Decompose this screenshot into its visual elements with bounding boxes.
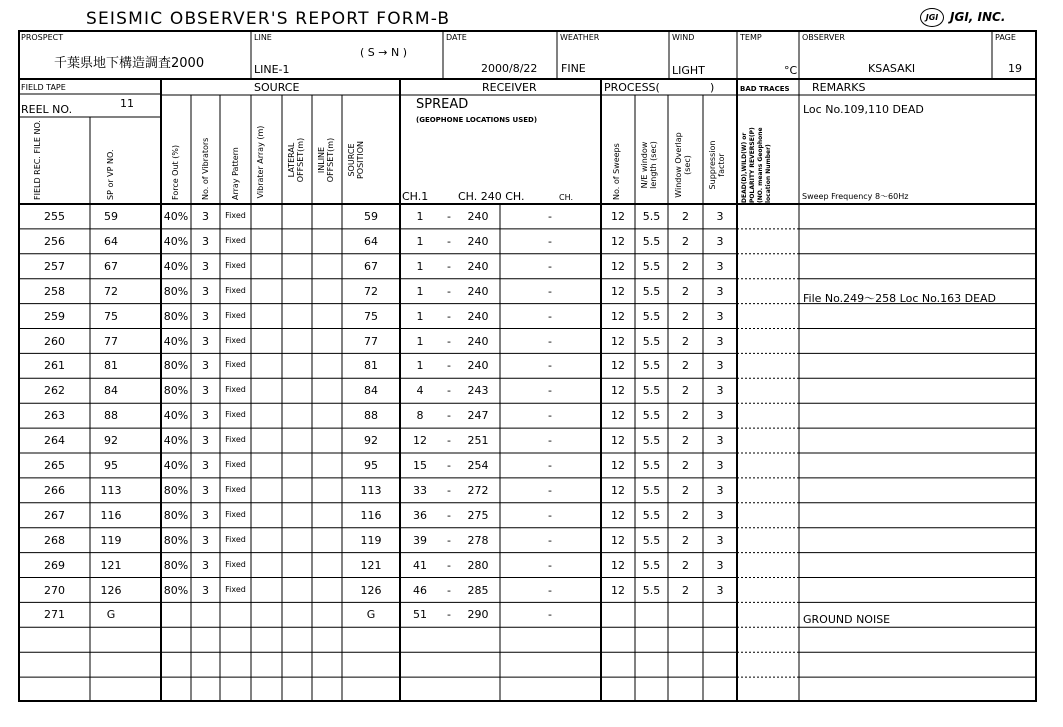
spread-sub-label: (GEOPHONE LOCATIONS USED) xyxy=(416,116,538,124)
ch1-label: CH.1 xyxy=(402,190,429,203)
cell-ch1: 8 xyxy=(416,409,424,423)
temp-label: TEMP xyxy=(740,33,762,42)
company-name: JGI, INC. xyxy=(950,10,1006,24)
page-value: 19 xyxy=(1008,62,1022,75)
cell-ne: 5.5 xyxy=(642,508,661,522)
observer-label: OBSERVER xyxy=(802,33,845,42)
cell-ch240: 240 xyxy=(467,309,489,323)
cell-sp: 126 xyxy=(100,583,122,597)
cell-pos: 75 xyxy=(364,309,378,323)
cell-ne: 5.5 xyxy=(642,558,661,572)
cell-dash: - xyxy=(447,334,451,348)
spread-label: SPREAD xyxy=(416,97,469,112)
form-title: SEISMIC OBSERVER'S REPORT FORM-B xyxy=(86,9,451,29)
cell-pos: 67 xyxy=(364,259,378,273)
cell-ch1: 1 xyxy=(416,259,424,273)
cell-sweeps: 12 xyxy=(611,483,625,497)
cell-dash: - xyxy=(447,384,451,398)
cell-ne: 5.5 xyxy=(642,409,661,423)
cell-force: 80% xyxy=(163,284,189,298)
cell-ch1: 1 xyxy=(416,334,424,348)
cell-ne: 5.5 xyxy=(642,384,661,398)
receiver-section-label: RECEIVER xyxy=(482,81,537,94)
cell-pos: 92 xyxy=(364,434,378,448)
cell-ne: 5.5 xyxy=(642,483,661,497)
col-no-vibrators: No. of Vibrators xyxy=(201,137,210,200)
ch240-label: CH. 240 CH. xyxy=(458,190,525,203)
cell-pos: 116 xyxy=(360,508,382,522)
cell-overlap: 2 xyxy=(682,284,689,298)
cell-ch1: 41 xyxy=(413,558,427,572)
cell-file: 269 xyxy=(44,558,65,572)
col-sp-vp: SP or VP NO. xyxy=(106,149,115,200)
cell-ch240: 285 xyxy=(467,583,489,597)
cell-supp: 3 xyxy=(716,508,724,522)
process-section-label: PROCESS( xyxy=(604,81,660,94)
cell-dash: - xyxy=(447,558,451,572)
cell-ch: - xyxy=(548,334,552,348)
cell-ch1: 36 xyxy=(413,508,427,522)
cell-dash: - xyxy=(447,508,451,522)
cell-force: 40% xyxy=(163,334,189,348)
cell-ch240: 290 xyxy=(467,608,489,622)
cell-pattern: Fixed xyxy=(225,559,246,569)
cell-sp: 81 xyxy=(104,359,118,373)
ch-label: CH. xyxy=(559,193,574,202)
cell-overlap: 2 xyxy=(682,434,689,448)
cell-pos: 59 xyxy=(364,210,378,223)
cell-force: 80% xyxy=(163,359,189,373)
cell-ch1: 15 xyxy=(413,459,427,472)
cell-vib: 3 xyxy=(202,284,209,298)
cell-vib: 3 xyxy=(202,210,209,223)
cell-sweeps: 12 xyxy=(611,234,625,248)
reel-no-label: REEL NO. xyxy=(21,103,73,116)
cell-sweeps: 12 xyxy=(611,409,625,423)
cell-force: 80% xyxy=(163,558,189,572)
cell-ch: - xyxy=(548,558,552,572)
cell-overlap: 2 xyxy=(682,533,689,547)
cell-ch240: 240 xyxy=(467,210,489,223)
cell-supp: 3 xyxy=(716,384,724,398)
cell-dash: - xyxy=(447,234,451,248)
cell-overlap: 2 xyxy=(682,459,689,472)
cell-sweeps: 12 xyxy=(611,459,625,472)
cell-pos: 84 xyxy=(364,384,378,398)
cell-sweeps: 12 xyxy=(611,558,625,572)
cell-ch: - xyxy=(548,210,552,223)
cell-supp: 3 xyxy=(716,334,724,348)
cell-ch: - xyxy=(548,284,552,298)
cell-file: 257 xyxy=(44,259,65,273)
cell-sweeps: 12 xyxy=(611,334,625,348)
cell-force: 80% xyxy=(163,309,189,323)
cell-supp: 3 xyxy=(716,583,724,597)
cell-sweeps: 12 xyxy=(611,583,625,597)
cell-sp: 116 xyxy=(100,508,122,522)
cell-ch: - xyxy=(548,409,552,423)
remarks-sweep: Sweep Frequency 8～60Hz xyxy=(802,192,909,201)
cell-ne: 5.5 xyxy=(642,284,661,298)
cell-dash: - xyxy=(447,583,451,597)
cell-file: 268 xyxy=(44,533,65,547)
weather-label: WEATHER xyxy=(560,33,600,42)
cell-supp: 3 xyxy=(716,558,724,572)
cell-pos: 95 xyxy=(364,459,378,472)
cell-pattern: Fixed xyxy=(225,285,246,295)
cell-ch: - xyxy=(548,608,552,622)
cell-ch240: 240 xyxy=(467,234,489,248)
cell-overlap: 2 xyxy=(682,210,689,223)
cell-ch240: 243 xyxy=(467,384,489,398)
cell-sweeps: 12 xyxy=(611,434,625,448)
cell-ch240: 240 xyxy=(467,334,489,348)
cell-sp: 84 xyxy=(104,384,118,398)
page-label: PAGE xyxy=(995,33,1016,42)
cell-file: 263 xyxy=(44,409,65,423)
date-value: 2000/8/22 xyxy=(481,62,538,75)
cell-ch: - xyxy=(548,309,552,323)
cell-sweeps: 12 xyxy=(611,508,625,522)
cell-file: 264 xyxy=(44,434,65,448)
cell-ch: - xyxy=(548,533,552,547)
cell-force: 40% xyxy=(163,459,189,472)
cell-pos: 72 xyxy=(364,284,378,298)
cell-ch240: 240 xyxy=(467,284,489,298)
cell-pattern: Fixed xyxy=(225,484,246,494)
cell-vib: 3 xyxy=(202,384,209,398)
cell-ch1: 1 xyxy=(416,284,424,298)
cell-supp: 3 xyxy=(716,533,724,547)
cell-dash: - xyxy=(447,309,451,323)
col-source-position: SOURCE POSITION xyxy=(347,140,365,180)
cell-ch240: 240 xyxy=(467,359,489,373)
line-value: LINE-1 xyxy=(254,63,290,76)
col-field-rec: FIELD REC. FILE NO. xyxy=(33,120,42,200)
cell-ch1: 51 xyxy=(413,608,427,622)
prospect-value: 千葉県地下構造調査2000 xyxy=(54,56,205,71)
row-remark: GROUND NOISE xyxy=(803,613,891,627)
col-ne-window: N/E window length (sec) xyxy=(640,141,658,189)
remarks-label: REMARKS xyxy=(812,81,866,94)
cell-pattern: Fixed xyxy=(225,410,246,420)
cell-ch: - xyxy=(548,459,552,472)
cell-sweeps: 12 xyxy=(611,284,625,298)
cell-pattern: Fixed xyxy=(225,385,246,395)
cell-pos: 113 xyxy=(360,483,382,497)
cell-force: 80% xyxy=(163,384,189,398)
cell-ne: 5.5 xyxy=(642,234,661,248)
cell-sweeps: 12 xyxy=(611,384,625,398)
cell-ne: 5.5 xyxy=(642,259,661,273)
source-section-label: SOURCE xyxy=(254,81,300,94)
cell-pos: G xyxy=(366,608,376,622)
cell-sweeps: 12 xyxy=(611,533,625,547)
cell-force: 40% xyxy=(163,409,189,423)
cell-file: 271 xyxy=(44,608,65,622)
reel-no-value: 11 xyxy=(120,97,134,110)
cell-overlap: 2 xyxy=(682,359,689,373)
cell-sp: 67 xyxy=(104,259,118,273)
cell-overlap: 2 xyxy=(682,384,689,398)
cell-vib: 3 xyxy=(202,234,209,248)
cell-pos: 77 xyxy=(364,334,378,348)
cell-ch1: 33 xyxy=(413,483,427,497)
cell-dash: - xyxy=(447,434,451,448)
cell-supp: 3 xyxy=(716,459,724,472)
cell-ch240: 247 xyxy=(467,409,489,423)
col-window-overlap: Window Overlap (sec) xyxy=(674,132,692,198)
cell-file: 261 xyxy=(44,359,65,373)
cell-sweeps: 12 xyxy=(611,210,625,223)
cell-sp: 75 xyxy=(104,309,118,323)
wind-label: WIND xyxy=(672,33,695,42)
cell-overlap: 2 xyxy=(682,309,689,323)
col-force-out: Force Out (%) xyxy=(171,144,180,200)
cell-ch1: 1 xyxy=(416,210,424,223)
cell-supp: 3 xyxy=(716,234,724,248)
cell-sp: 64 xyxy=(104,234,118,248)
col-inline-offset: INLINE OFFSET(m) xyxy=(317,137,335,183)
cell-vib: 3 xyxy=(202,558,209,572)
cell-overlap: 2 xyxy=(682,234,689,248)
cell-pos: 64 xyxy=(364,234,378,248)
col-array-pattern: Array Pattern xyxy=(231,147,240,200)
prospect-label: PROSPECT xyxy=(21,33,64,42)
cell-force: 40% xyxy=(163,210,189,223)
cell-sp: 77 xyxy=(104,334,118,348)
col-no-sweeps: No. of Sweeps xyxy=(612,143,621,200)
cell-vib: 3 xyxy=(202,583,209,597)
cell-pattern: Fixed xyxy=(225,235,246,245)
cell-supp: 3 xyxy=(716,309,724,323)
cell-ch: - xyxy=(548,434,552,448)
cell-supp: 3 xyxy=(716,409,724,423)
cell-ch: - xyxy=(548,483,552,497)
cell-file: 256 xyxy=(44,234,65,248)
cell-ch: - xyxy=(548,583,552,597)
cell-ch: - xyxy=(548,508,552,522)
cell-supp: 3 xyxy=(716,483,724,497)
cell-sp: 92 xyxy=(104,434,118,448)
cell-force: 40% xyxy=(163,259,189,273)
cell-file: 270 xyxy=(44,583,65,597)
cell-ch1: 12 xyxy=(413,434,427,448)
cell-file: 265 xyxy=(44,459,65,472)
cell-pattern: Fixed xyxy=(225,310,246,320)
cell-dash: - xyxy=(447,459,451,472)
cell-file: 259 xyxy=(44,309,65,323)
cell-sp: 119 xyxy=(100,533,122,547)
cell-sp: 95 xyxy=(104,459,118,472)
cell-supp: 3 xyxy=(716,259,724,273)
cell-force: 80% xyxy=(163,533,189,547)
cell-dash: - xyxy=(447,608,451,622)
observer-value: KSASAKI xyxy=(868,62,916,75)
cell-force: 80% xyxy=(163,483,189,497)
cell-supp: 3 xyxy=(716,284,724,298)
cell-pattern: Fixed xyxy=(225,211,246,220)
weather-value: FINE xyxy=(561,62,586,75)
cell-ch240: 278 xyxy=(467,533,489,547)
cell-pos: 81 xyxy=(364,359,378,373)
cell-ch1: 39 xyxy=(413,533,427,547)
cell-pos: 121 xyxy=(360,558,382,572)
col-vibrater-array: Vibrater Array (m) xyxy=(256,125,265,199)
line-label: LINE xyxy=(254,33,272,42)
bad-traces-label: BAD TRACES xyxy=(740,85,790,93)
cell-ch1: 1 xyxy=(416,359,424,373)
cell-ne: 5.5 xyxy=(642,459,661,472)
cell-ne: 5.5 xyxy=(642,334,661,348)
cell-force: 40% xyxy=(163,234,189,248)
row-remark: File No.249～258 Loc No.163 DEAD xyxy=(803,291,997,305)
cell-vib: 3 xyxy=(202,508,209,522)
cell-pattern: Fixed xyxy=(225,460,246,469)
cell-ne: 5.5 xyxy=(642,434,661,448)
cell-ch1: 4 xyxy=(416,384,424,398)
remarks-top: Loc No.109,110 DEAD xyxy=(803,103,924,116)
cell-pattern: Fixed xyxy=(225,360,246,370)
col-suppression: Suppression factor xyxy=(708,140,726,190)
company-logo: JGI xyxy=(920,8,944,27)
cell-ch: - xyxy=(548,384,552,398)
cell-ch240: 275 xyxy=(467,508,489,522)
cell-ch: - xyxy=(548,359,552,373)
cell-ch240: 251 xyxy=(467,434,489,448)
cell-file: 258 xyxy=(44,284,65,298)
process-section-close: ) xyxy=(710,81,715,94)
cell-dash: - xyxy=(447,359,451,373)
col-bad-trace: DEAD(D),WILD(W) or POLARITY REVERSE(P) (NO. means Geophone location Number) xyxy=(741,127,772,203)
cell-pos: 88 xyxy=(364,409,378,423)
cell-pattern: Fixed xyxy=(225,435,246,445)
cell-file: 255 xyxy=(44,210,65,223)
cell-ch1: 46 xyxy=(413,583,427,597)
cell-dash: - xyxy=(447,259,451,273)
cell-sp: 59 xyxy=(104,210,118,223)
cell-supp: 3 xyxy=(716,434,724,448)
cell-pattern: Fixed xyxy=(225,584,246,594)
cell-dash: - xyxy=(447,409,451,423)
cell-ch1: 1 xyxy=(416,309,424,323)
cell-sp: 121 xyxy=(100,558,122,572)
cell-file: 262 xyxy=(44,384,65,398)
cell-vib: 3 xyxy=(202,409,209,423)
cell-ch240: 280 xyxy=(467,558,489,572)
cell-overlap: 2 xyxy=(682,558,689,572)
cell-file: 260 xyxy=(44,334,65,348)
cell-sp: 113 xyxy=(100,483,122,497)
wind-value: LIGHT xyxy=(672,64,705,77)
cell-overlap: 2 xyxy=(682,409,689,423)
line-direction: ( S → N ) xyxy=(360,46,407,59)
cell-dash: - xyxy=(447,284,451,298)
cell-vib: 3 xyxy=(202,533,209,547)
cell-ne: 5.5 xyxy=(642,359,661,373)
cell-pos: 126 xyxy=(360,583,382,597)
cell-vib: 3 xyxy=(202,483,209,497)
cell-pattern: Fixed xyxy=(225,534,246,544)
cell-dash: - xyxy=(447,210,451,223)
cell-sweeps: 12 xyxy=(611,359,625,373)
cell-ch1: 1 xyxy=(416,234,424,248)
cell-pattern: Fixed xyxy=(225,509,246,519)
cell-force: 40% xyxy=(163,434,189,448)
cell-vib: 3 xyxy=(202,434,209,448)
cell-vib: 3 xyxy=(202,359,209,373)
cell-vib: 3 xyxy=(202,459,209,472)
cell-overlap: 2 xyxy=(682,583,689,597)
cell-ch: - xyxy=(548,259,552,273)
cell-file: 266 xyxy=(44,483,65,497)
cell-pattern: Fixed xyxy=(225,335,246,345)
cell-sp: 72 xyxy=(104,284,118,298)
cell-ne: 5.5 xyxy=(642,583,661,597)
cell-sp: 88 xyxy=(104,409,118,423)
cell-overlap: 2 xyxy=(682,508,689,522)
cell-dash: - xyxy=(447,533,451,547)
cell-vib: 3 xyxy=(202,259,209,273)
cell-overlap: 2 xyxy=(682,334,689,348)
cell-force: 80% xyxy=(163,583,189,597)
cell-sp: G xyxy=(106,608,116,622)
cell-ch: - xyxy=(548,234,552,248)
cell-pos: 119 xyxy=(360,533,382,547)
temp-unit: °C xyxy=(784,64,798,77)
cell-overlap: 2 xyxy=(682,259,689,273)
cell-pattern: Fixed xyxy=(225,260,246,270)
cell-file: 267 xyxy=(44,508,65,522)
cell-overlap: 2 xyxy=(682,483,689,497)
cell-ne: 5.5 xyxy=(642,309,661,323)
date-label: DATE xyxy=(446,33,467,42)
cell-force: 80% xyxy=(163,508,189,522)
cell-vib: 3 xyxy=(202,334,209,348)
cell-vib: 3 xyxy=(202,309,209,323)
field-tape-label: FIELD TAPE xyxy=(21,83,66,92)
col-lateral-offset: LATERAL OFFSET(m) xyxy=(287,137,305,183)
cell-dash: - xyxy=(447,483,451,497)
cell-ch240: 240 xyxy=(467,259,489,273)
cell-ne: 5.5 xyxy=(642,210,661,223)
cell-ch240: 254 xyxy=(467,459,489,472)
cell-sweeps: 12 xyxy=(611,259,625,273)
cell-ne: 5.5 xyxy=(642,533,661,547)
cell-sweeps: 12 xyxy=(611,309,625,323)
cell-supp: 3 xyxy=(716,210,724,223)
cell-ch240: 272 xyxy=(467,483,489,497)
cell-supp: 3 xyxy=(716,359,724,373)
